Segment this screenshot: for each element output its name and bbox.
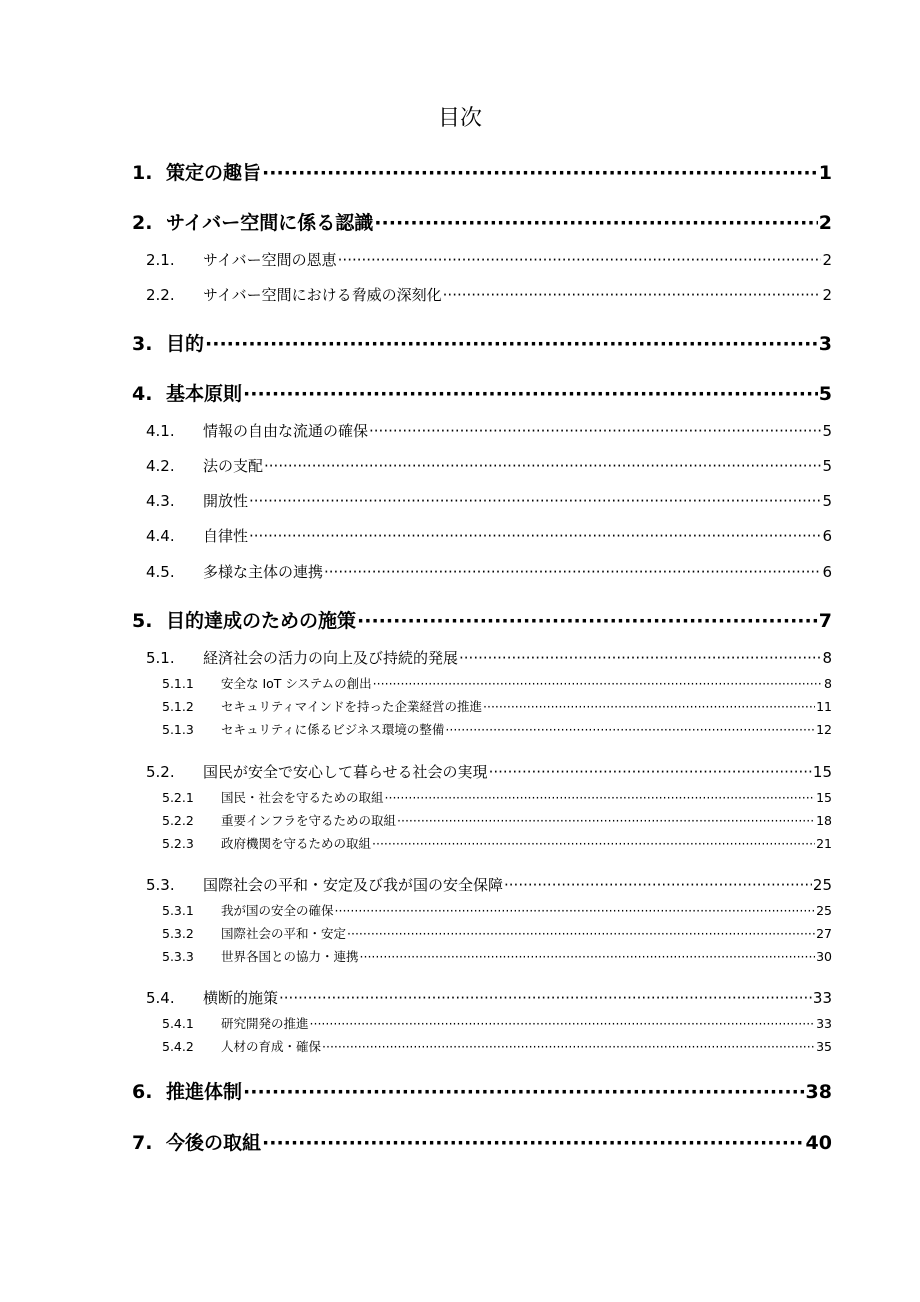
entry-page: 33	[812, 989, 832, 1007]
toc-entry[interactable]	[132, 208, 832, 235]
entry-label: 国際社会の平和・安定	[221, 926, 347, 941]
entry-page: 25	[816, 903, 832, 918]
entry-label: 推進体制	[166, 1081, 243, 1103]
entry-page: 5	[822, 492, 832, 510]
toc-entry[interactable]	[162, 788, 832, 806]
toc-entry[interactable]	[162, 720, 832, 738]
dot-leader	[445, 722, 815, 737]
entry-page: 11	[816, 699, 832, 714]
toc-entry[interactable]	[146, 647, 832, 668]
toc-entry[interactable]	[162, 947, 832, 965]
entry-page: 6	[822, 527, 832, 545]
entry-label: サイバー空間の恩恵	[203, 251, 337, 269]
toc-entry[interactable]	[132, 379, 832, 406]
dot-leader	[205, 333, 818, 355]
entry-label: 研究開発の推進	[221, 1016, 309, 1031]
dot-leader	[459, 649, 821, 667]
toc-entry[interactable]	[146, 525, 832, 546]
entry-number: 5.2.	[146, 763, 175, 781]
dot-leader	[310, 1016, 816, 1031]
dot-leader	[324, 563, 821, 581]
entry-page: 21	[816, 836, 832, 851]
entry-label: 重要インフラを守るための取組	[221, 813, 397, 828]
entry-number: 4.5.	[146, 563, 175, 581]
toc-entry[interactable]	[146, 249, 832, 270]
dot-leader	[262, 1132, 805, 1154]
entry-number: 2.	[132, 212, 153, 234]
dot-leader	[489, 763, 812, 781]
entry-label: 人材の育成・確保	[221, 1039, 322, 1054]
entry-page: 2	[818, 212, 832, 234]
dot-leader	[504, 876, 812, 894]
dot-leader	[243, 1081, 805, 1103]
dot-leader	[264, 457, 821, 475]
toc-entry[interactable]	[146, 874, 832, 895]
entry-label: 基本原則	[166, 383, 243, 405]
toc-entry[interactable]	[162, 924, 832, 942]
toc-entry[interactable]	[162, 901, 832, 919]
entry-page: 30	[816, 949, 832, 964]
entry-page: 6	[822, 563, 832, 581]
toc-entry[interactable]	[146, 490, 832, 511]
entry-number: 3.	[132, 333, 153, 355]
entry-number: 5.2.2	[162, 813, 194, 828]
entry-page: 7	[818, 610, 832, 632]
entry-label: 横断的施策	[203, 989, 279, 1007]
entry-label: 世界各国との協力・連携	[221, 949, 359, 964]
entry-number: 5.1.3	[162, 722, 194, 737]
dot-leader	[369, 422, 821, 440]
entry-page: 27	[816, 926, 832, 941]
entry-label: 情報の自由な流通の確保	[203, 422, 369, 440]
entry-number: 4.3.	[146, 492, 175, 510]
entry-label: サイバー空間における脅威の深刻化	[203, 286, 442, 304]
entry-page: 40	[805, 1132, 832, 1154]
entry-label: セキュリティに係るビジネス環境の整備	[221, 722, 445, 737]
entry-label: セキュリティマインドを持った企業経営の推進	[221, 699, 483, 714]
entry-page: 5	[818, 383, 832, 405]
toc-entry[interactable]	[132, 158, 832, 185]
entry-label: 政府機関を守るための取組	[221, 836, 372, 851]
entry-page: 8	[824, 676, 832, 691]
entry-number: 5.4.1	[162, 1016, 194, 1031]
entry-label: 今後の取組	[166, 1132, 262, 1154]
entry-label: 法の支配	[203, 457, 264, 475]
entry-number: 5.3.2	[162, 926, 194, 941]
entry-number: 4.2.	[146, 457, 175, 475]
dot-leader	[373, 676, 823, 691]
entry-label: 国民が安全で安心して暮らせる社会の実現	[203, 763, 488, 781]
dot-leader	[243, 383, 818, 405]
entry-page: 15	[816, 790, 832, 805]
entry-number: 5.1.2	[162, 699, 194, 714]
entry-number: 5.4.2	[162, 1039, 194, 1054]
toc-entry[interactable]	[146, 420, 832, 441]
entry-page: 18	[816, 813, 832, 828]
entry-page: 1	[818, 162, 832, 184]
toc-entry[interactable]	[132, 606, 832, 633]
dot-leader	[322, 1039, 815, 1054]
entry-number: 5.1.	[146, 649, 175, 667]
entry-label: 経済社会の活力の向上及び持続的発展	[203, 649, 459, 667]
entry-page: 38	[805, 1081, 832, 1103]
dot-leader	[357, 610, 818, 632]
entry-page: 2	[822, 286, 832, 304]
toc-entry[interactable]	[162, 1014, 832, 1032]
toc-entry[interactable]	[162, 811, 832, 829]
dot-leader	[335, 903, 816, 918]
entry-page: 33	[816, 1016, 832, 1031]
entry-label: 国際社会の平和・安定及び我が国の安全保障	[203, 876, 504, 894]
entry-page: 8	[822, 649, 832, 667]
entry-number: 6.	[132, 1081, 153, 1103]
dot-leader	[347, 926, 815, 941]
entry-number: 4.	[132, 383, 153, 405]
entry-label: 自律性	[203, 527, 249, 545]
dot-leader	[385, 790, 816, 805]
entry-number: 5.	[132, 610, 153, 632]
toc-entry[interactable]	[146, 561, 832, 582]
dot-leader	[262, 162, 818, 184]
entry-label: 多様な主体の連携	[203, 563, 324, 581]
dot-leader	[249, 527, 821, 545]
toc-entry[interactable]	[146, 455, 832, 476]
dot-leader	[374, 212, 817, 234]
entry-number: 7.	[132, 1132, 153, 1154]
toc-entry[interactable]	[162, 834, 832, 852]
entry-page: 25	[812, 876, 832, 894]
entry-page: 35	[816, 1039, 832, 1054]
entry-page: 5	[822, 422, 832, 440]
entry-label: 策定の趣旨	[166, 162, 262, 184]
entry-number: 5.3.3	[162, 949, 194, 964]
entry-page: 12	[816, 722, 832, 737]
toc-entry[interactable]	[146, 761, 832, 782]
toc-entry[interactable]	[162, 674, 832, 692]
dot-leader	[397, 813, 815, 828]
entry-label: サイバー空間に係る認識	[166, 212, 374, 234]
entry-label: 我が国の安全の確保	[221, 903, 334, 918]
entry-number: 5.1.1	[162, 676, 194, 691]
entry-number: 4.4.	[146, 527, 175, 545]
toc-entry[interactable]	[146, 987, 832, 1008]
dot-leader	[249, 492, 821, 510]
entry-page: 2	[822, 251, 832, 269]
entry-page: 15	[812, 763, 832, 781]
entry-number: 5.2.1	[162, 790, 194, 805]
dot-leader	[372, 836, 815, 851]
entry-number: 5.3.	[146, 876, 175, 894]
dot-leader	[483, 699, 815, 714]
entry-label: 国民・社会を守るための取組	[221, 790, 384, 805]
dot-leader	[443, 286, 822, 304]
entry-label: 目的	[166, 333, 205, 355]
dot-leader	[360, 949, 816, 964]
toc-entry[interactable]	[132, 329, 832, 356]
page-title: 目次	[437, 106, 482, 131]
entry-number: 5.3.1	[162, 903, 194, 918]
dot-leader	[279, 989, 812, 1007]
dot-leader	[338, 251, 822, 269]
entry-number: 5.2.3	[162, 836, 194, 851]
entry-number: 2.1.	[146, 251, 175, 269]
toc-entry[interactable]	[146, 284, 832, 305]
toc-entry[interactable]	[162, 697, 832, 715]
entry-label: 目的達成のための施策	[166, 610, 357, 632]
toc-entry[interactable]	[132, 1128, 832, 1155]
entry-label: 開放性	[203, 492, 249, 510]
toc-entry[interactable]	[162, 1037, 832, 1055]
entry-page: 5	[822, 457, 832, 475]
entry-number: 5.4.	[146, 989, 175, 1007]
entry-label: 安全な IoT システムの創出	[221, 676, 372, 691]
entry-number: 2.2.	[146, 286, 175, 304]
entry-page: 3	[818, 333, 832, 355]
entry-number: 1.	[132, 162, 153, 184]
entry-number: 4.1.	[146, 422, 175, 440]
toc-entry[interactable]	[132, 1077, 832, 1104]
